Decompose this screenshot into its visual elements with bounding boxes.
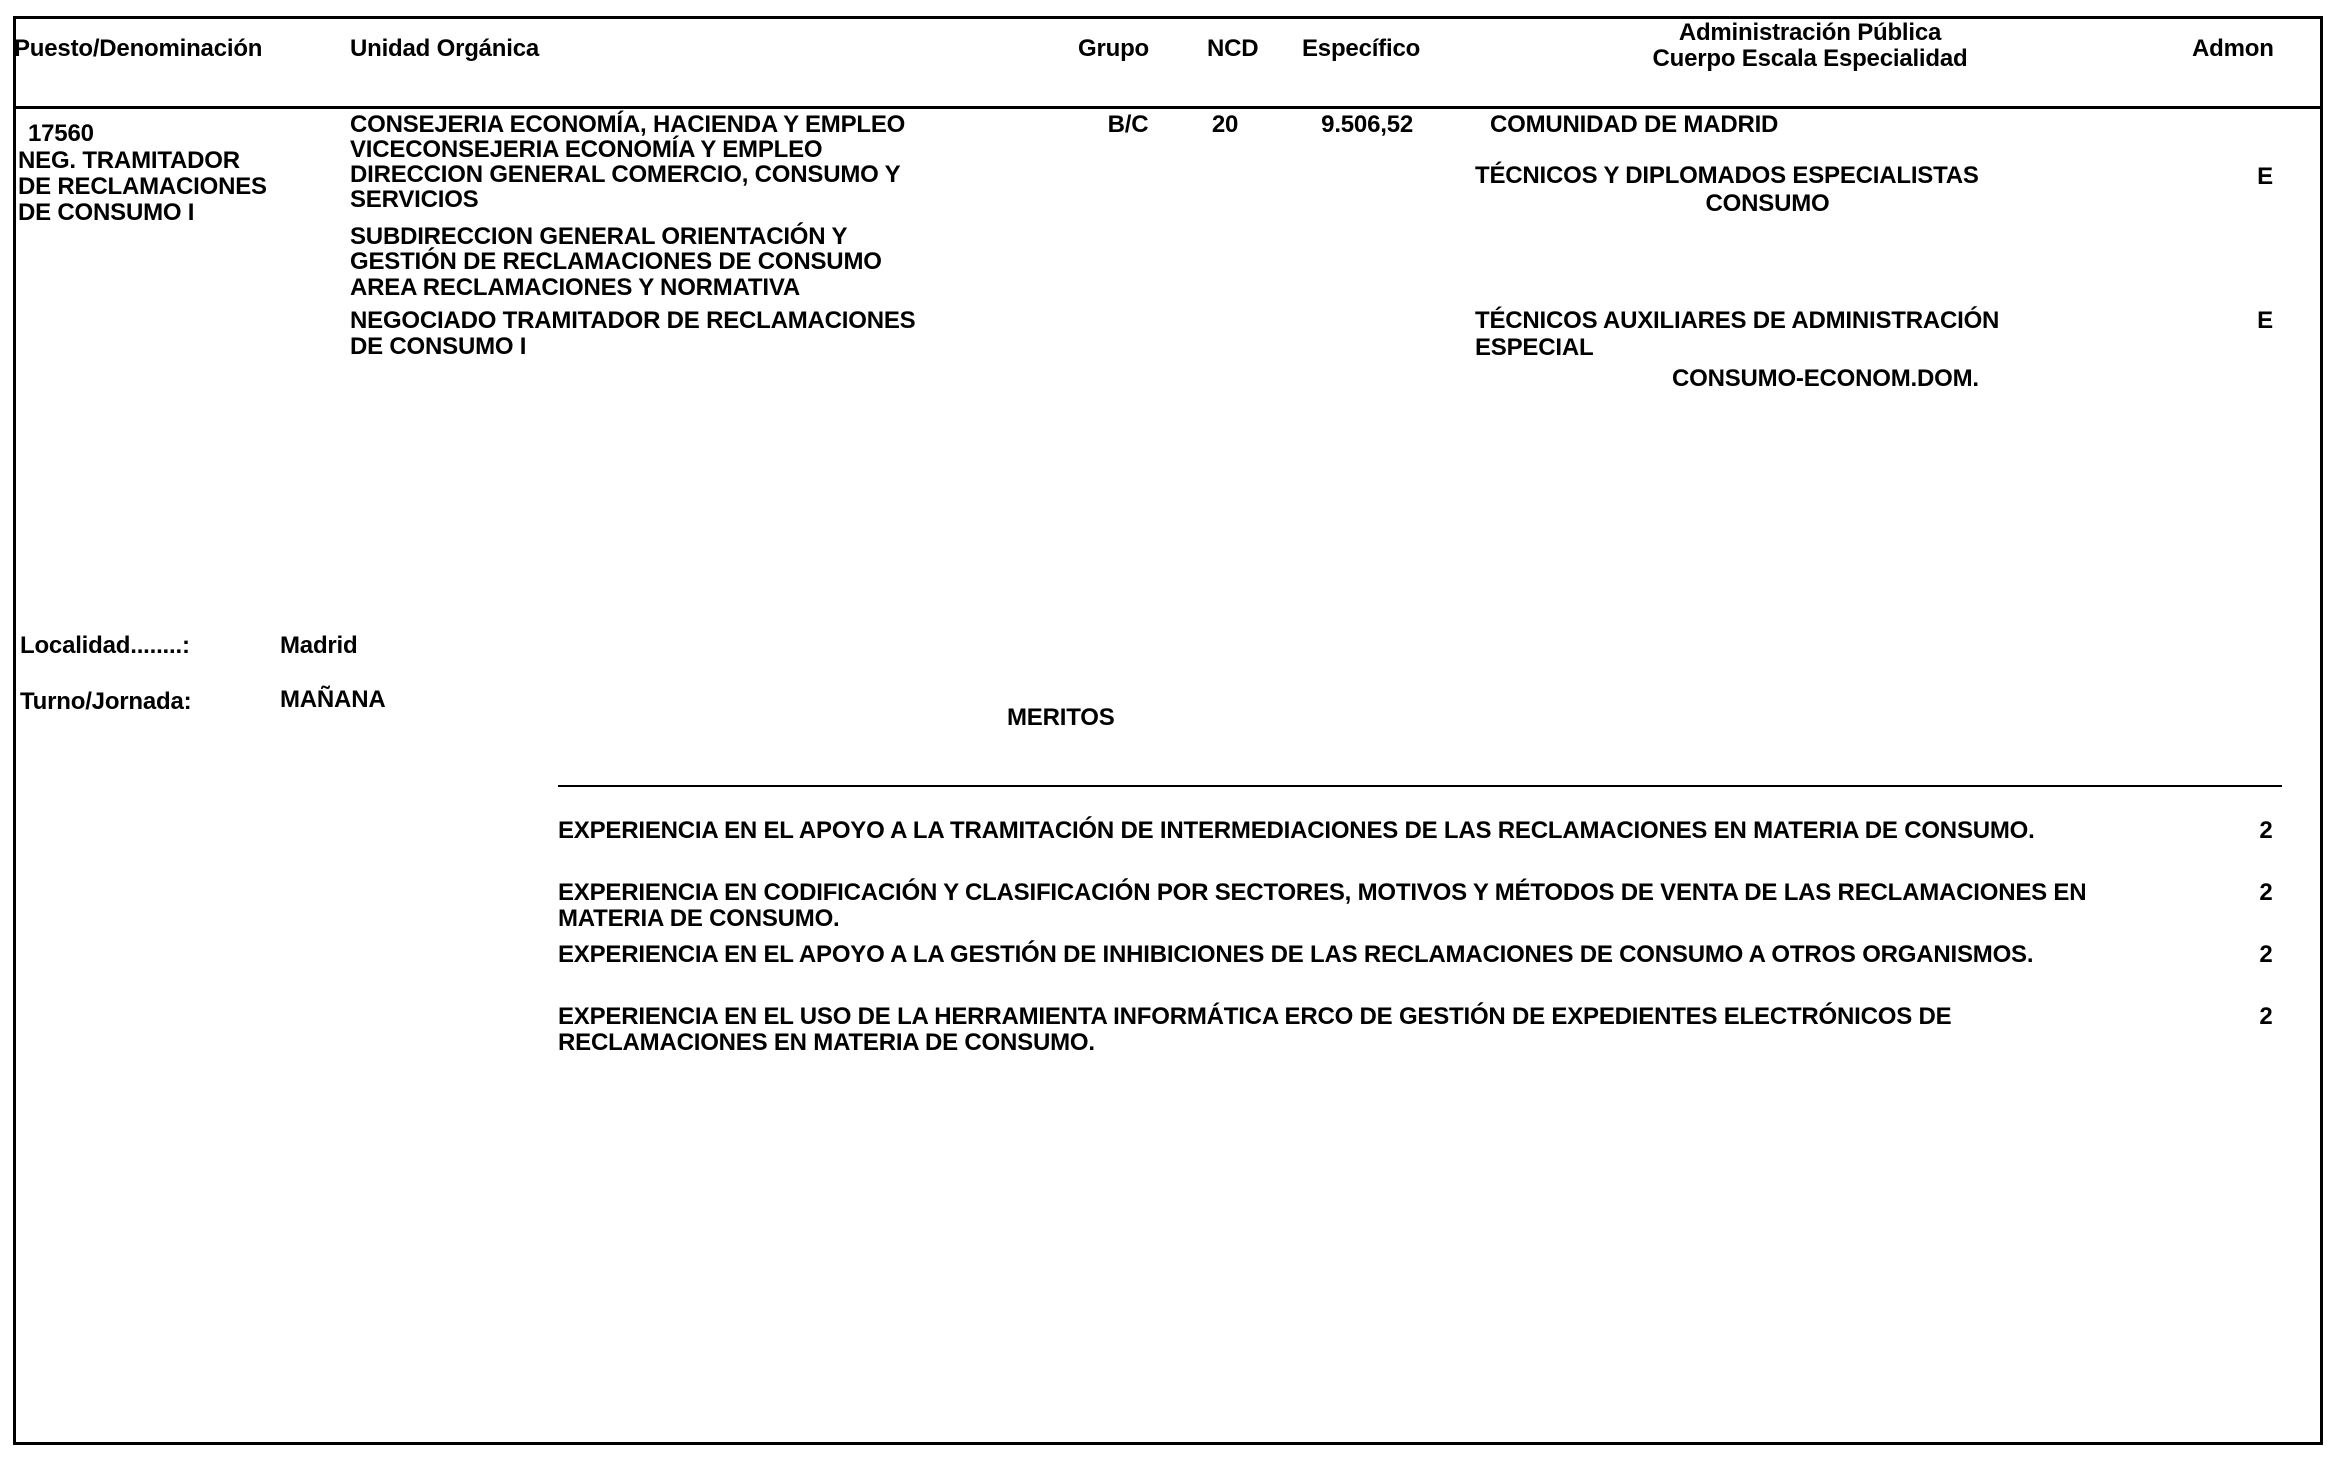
cuerpo-nombre: TÉCNICOS AUXILIARES DE ADMINISTRACIÓN xyxy=(1475,307,2000,334)
merito-item-text: EXPERIENCIA EN CODIFICACIÓN Y CLASIFICACIÓN POR SECTORES, MOTIVOS Y MÉTODOS DE VENTA DE LAS RECLAMACIONES EN MATERIA DE CONSUMO. xyxy=(558,879,2087,932)
merito-item-points: 2 xyxy=(2259,879,2273,906)
unidad-organica-line: NEGOCIADO TRAMITADOR DE RECLAMACIONES xyxy=(350,307,916,334)
localidad-value: Madrid xyxy=(280,632,358,659)
column-header-especifico: Específico xyxy=(1302,35,1421,62)
cuerpo-nombre: TÉCNICOS Y DIPLOMADOS ESPECIALISTAS xyxy=(1475,162,1979,189)
unidad-organica-line: VICECONSEJERIA ECONOMÍA Y EMPLEO xyxy=(350,136,823,163)
especifico-value: 9.506,52 xyxy=(1321,111,1413,138)
merito-item-points: 2 xyxy=(2259,941,2273,968)
merito-item-text: EXPERIENCIA EN EL APOYO A LA TRAMITACIÓN DE INTERMEDIACIONES DE LAS RECLAMACIONES EN MATERIA DE CONSUMO. xyxy=(558,817,2035,844)
unidad-organica-line: CONSEJERIA ECONOMÍA, HACIENDA Y EMPLEO xyxy=(350,111,906,138)
turno-jornada-value: MAÑANA xyxy=(280,686,386,713)
unidad-organica-line: GESTIÓN DE RECLAMACIONES DE CONSUMO xyxy=(350,248,882,275)
column-header-administracion-linea1: Administración Pública xyxy=(1678,19,1942,46)
cuerpo-especialidad: CONSUMO xyxy=(1705,190,1830,217)
unidad-organica-line: AREA RECLAMACIONES Y NORMATIVA xyxy=(350,274,801,301)
turno-jornada-label: Turno/Jornada: xyxy=(20,688,192,715)
column-header-unidad: Unidad Orgánica xyxy=(350,35,540,62)
unidad-organica-line: SUBDIRECCION GENERAL ORIENTACIÓN Y xyxy=(350,223,848,250)
meritos-divider-line xyxy=(558,785,2282,787)
merito-item-text: EXPERIENCIA EN EL APOYO A LA GESTIÓN DE INHIBICIONES DE LAS RECLAMACIONES DE CONSUMO A OTROS ORGANISMOS. xyxy=(558,941,2034,968)
puesto-codigo: 17560 xyxy=(28,120,94,147)
puesto-denominacion-line: NEG. TRAMITADOR xyxy=(18,147,240,174)
unidad-organica-line: DIRECCION GENERAL COMERCIO, CONSUMO Y xyxy=(350,161,901,188)
puesto-denominacion-line: DE CONSUMO I xyxy=(18,199,195,226)
cuerpo-nombre-line2: ESPECIAL xyxy=(1475,334,1594,361)
merito-item-points: 2 xyxy=(2259,817,2273,844)
column-header-admon: Admon xyxy=(2192,35,2274,62)
column-header-ncd: NCD xyxy=(1207,35,1259,62)
puesto-denominacion-line: DE RECLAMACIONES xyxy=(18,173,267,200)
unidad-organica-line: DE CONSUMO I xyxy=(350,333,527,360)
grupo-value: B/C xyxy=(1107,111,1149,138)
unidad-organica-line: SERVICIOS xyxy=(350,186,479,213)
merito-item-text: EXPERIENCIA EN EL USO DE LA HERRAMIENTA INFORMÁTICA ERCO DE GESTIÓN DE EXPEDIENTES ELECTRÓNICOS DE RECLAMACIONES EN MATERIA DE CONSUMO. xyxy=(558,1003,1952,1056)
cuerpo-admon-value: E xyxy=(2257,163,2273,190)
ncd-value: 20 xyxy=(1211,111,1239,138)
column-header-puesto: Puesto/Denominación xyxy=(14,35,263,62)
cuerpo-admon-value: E xyxy=(2257,307,2273,334)
column-header-grupo: Grupo xyxy=(1078,35,1149,62)
column-header-administracion-linea2: Cuerpo Escala Especialidad xyxy=(1652,45,1968,72)
meritos-title: MERITOS xyxy=(1007,704,1115,731)
administracion-publica-value: COMUNIDAD DE MADRID xyxy=(1490,111,1779,138)
header-divider-line xyxy=(13,106,2323,109)
merito-item-points: 2 xyxy=(2259,1003,2273,1030)
localidad-label: Localidad........: xyxy=(20,632,190,659)
cuerpo-especialidad: CONSUMO-ECONOM.DOM. xyxy=(1672,365,1979,392)
